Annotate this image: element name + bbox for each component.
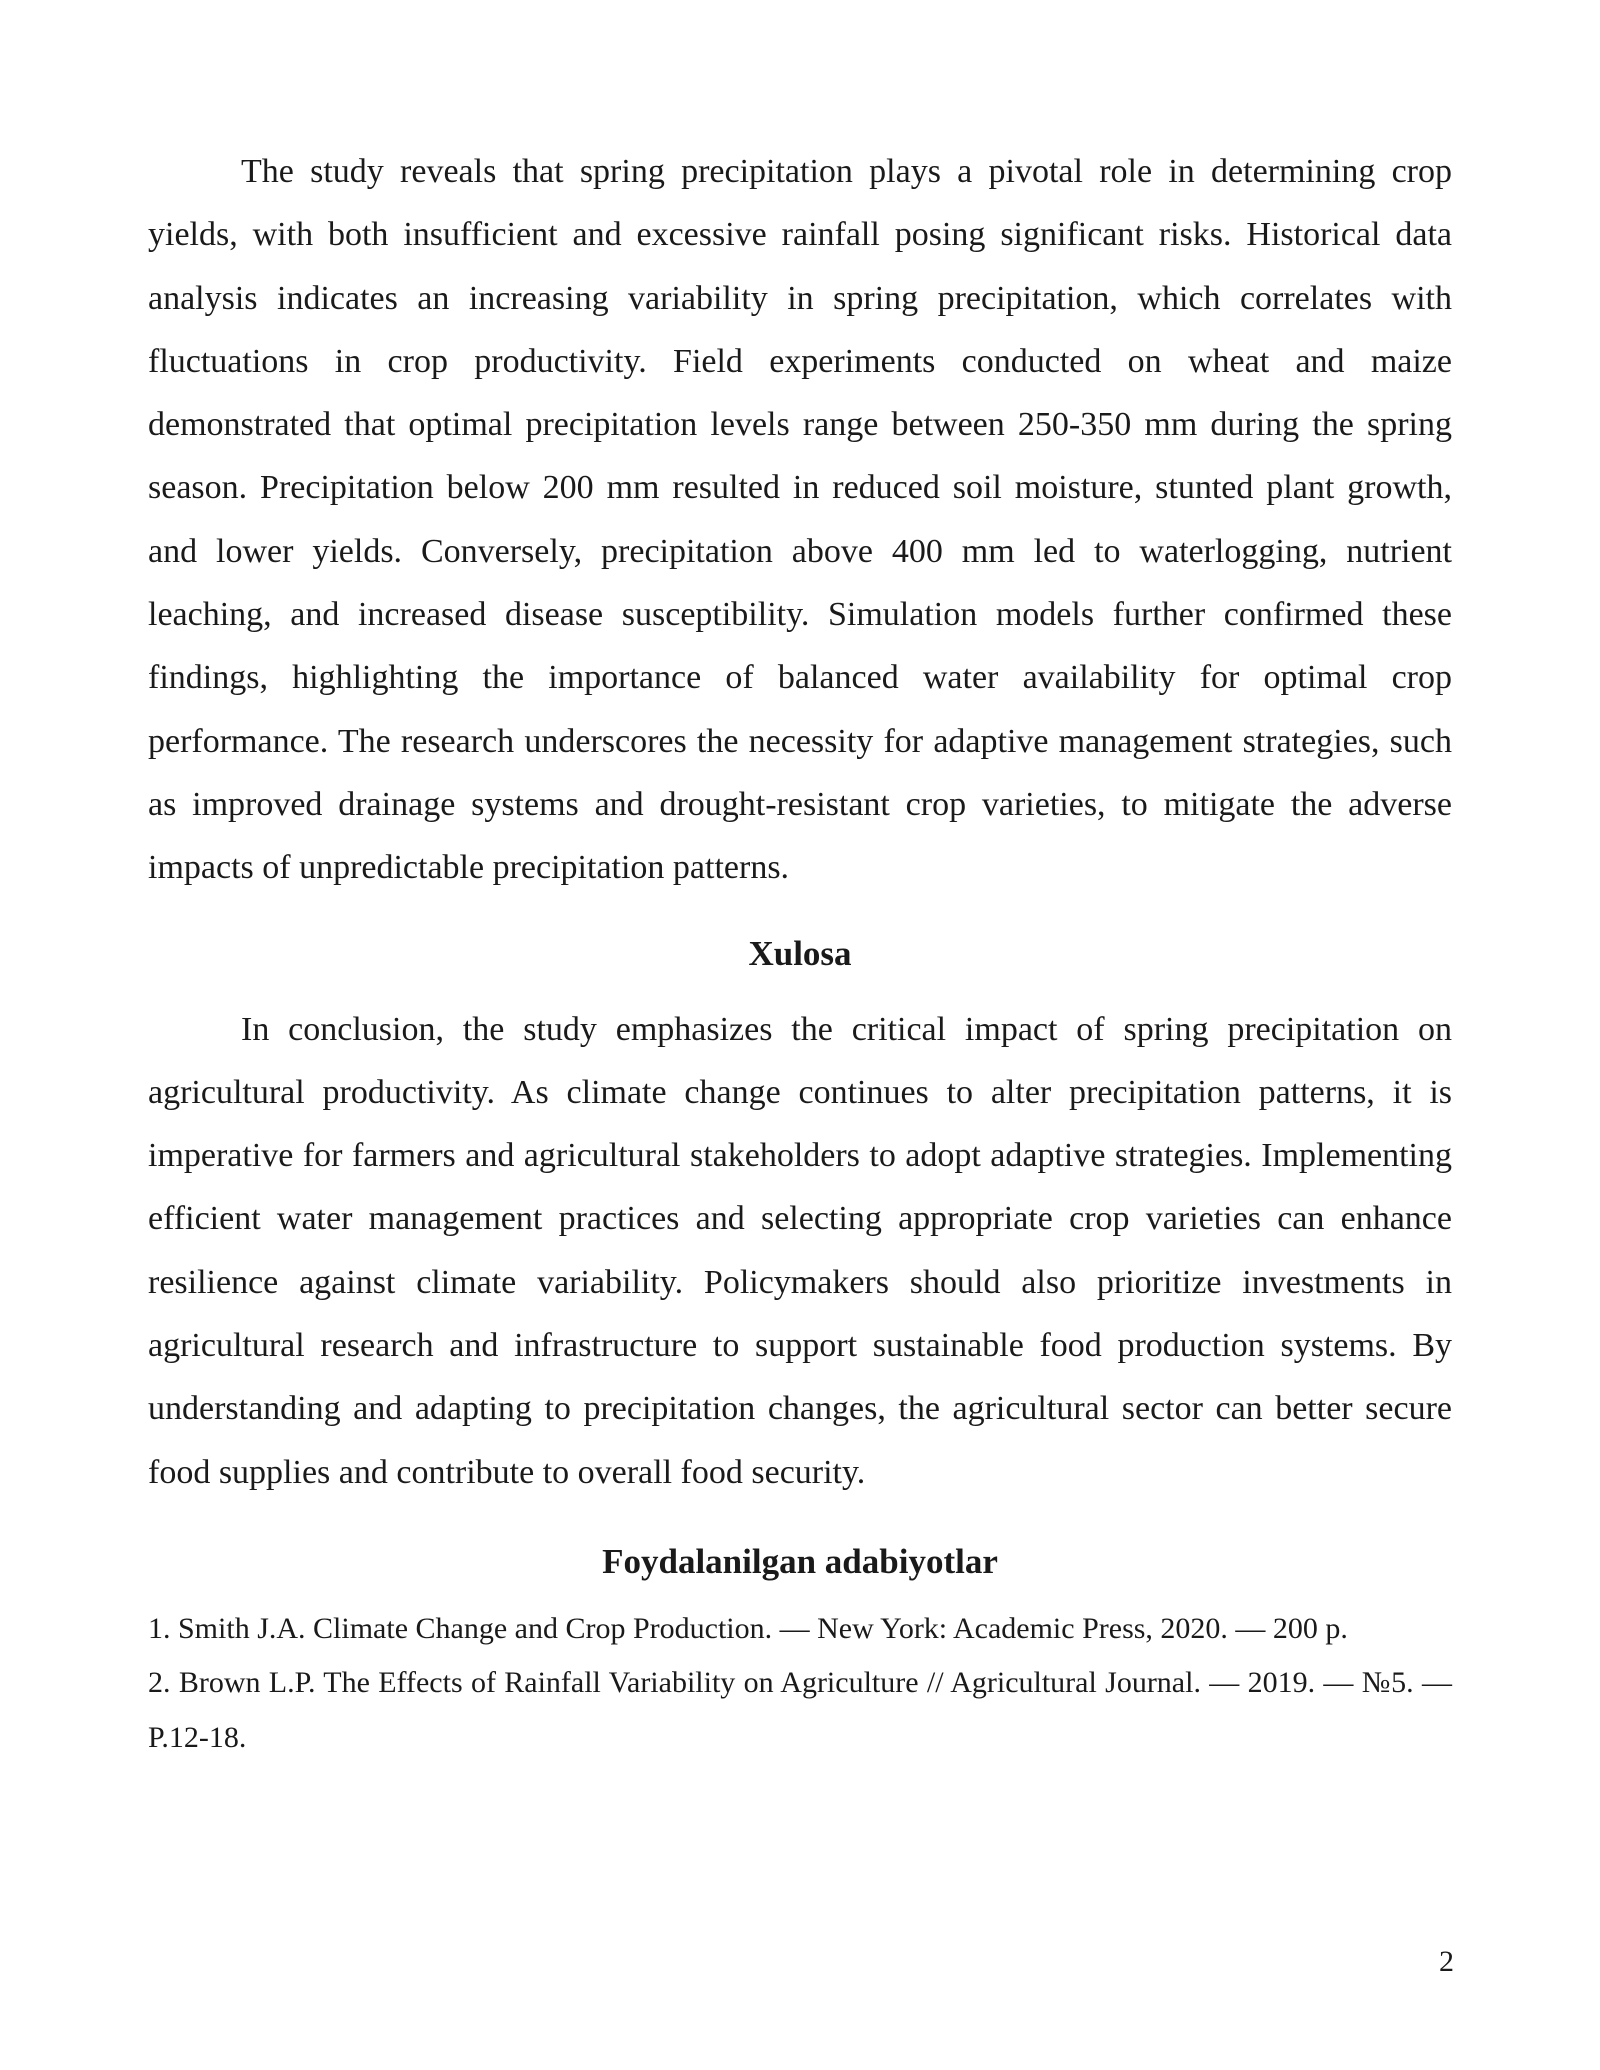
- document-page: [148, 140, 1452, 1765]
- references-heading: Foydalanilgan adabiyotlar: [602, 1541, 998, 1581]
- body-paragraph: The study reveals that spring precipitation plays a pivotal role in determining crop yields, with both insufficient and excessive rainfall posing significant risks. Historical data analysis indicates an increasing variability in spring precipitation, which correlates with fluctuations in crop productivity. Field experiments conducted on wheat and maize demonstrated that optimal precipitation levels range between 250-350 mm during the spring season. Precipitation below 200 mm resulted in reduced soil moisture, stunted plant growth, and lower yields. Conversely, precipitation above 400 mm led to waterlogging, nutrient leaching, and increased disease susceptibility. Simulation models further confirmed these findings, highlighting the importance of balanced water availability for optimal crop performance. The research underscores the necessity for adaptive management strategies, such as improved drainage systems and drought-resistant crop varieties, to mitigate the adverse impacts of unpredictable precipitation patterns.: [148, 153, 1452, 887]
- conclusion-heading: Xulosa: [748, 933, 852, 973]
- reference-item: 1. Smith J.A. Climate Change and Crop Production. — New York: Academic Press, 2020. — 200 p.: [148, 1611, 1348, 1645]
- reference-item: 2. Brown L.P. The Effects of Rainfall Variability on Agriculture // Agricultural Journal. — 2019. — №5. — P.12-18.: [148, 1666, 1452, 1754]
- references-list: [148, 1602, 1452, 1766]
- conclusion-paragraph: In conclusion, the study emphasizes the critical impact of spring precipitation on agricultural productivity. As climate change continues to alter precipitation patterns, it is imperative for farmers and agricultural stakeholders to adopt adaptive strategies. Implementing efficient water management practices and selecting appropriate crop varieties can enhance resilience against climate variability. Policymakers should also prioritize investments in agricultural research and infrastructure to support sustainable food production systems. By understanding and adapting to precipitation changes, the agricultural sector can better secure food supplies and contribute to overall food security.: [148, 1010, 1452, 1491]
- page-number: 2: [1439, 1945, 1454, 1978]
